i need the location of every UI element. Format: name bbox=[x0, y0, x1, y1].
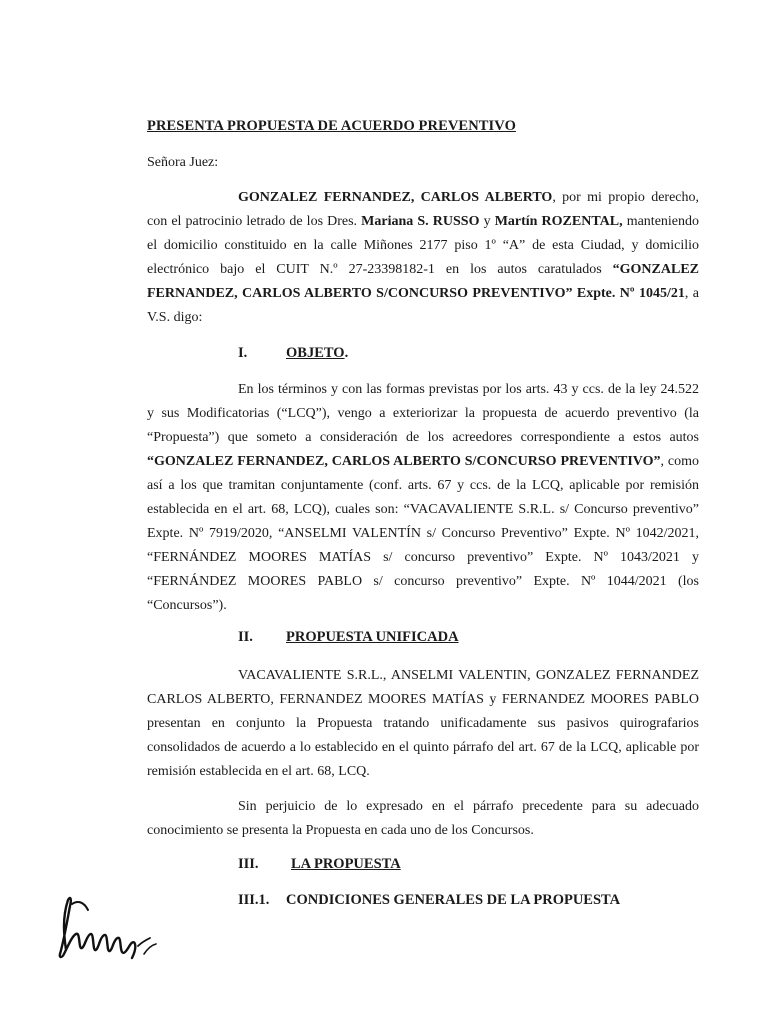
lawyer-name: Martín ROZENTAL, bbox=[494, 214, 623, 229]
salutation: Señora Juez: bbox=[147, 155, 219, 170]
lawyer-name: Mariana S. RUSSO bbox=[361, 214, 480, 229]
unificada-paragraph: VACAVALIENTE S.R.L., ANSELMI VALENTIN, GONZALEZ FERNANDEZ CARLOS ALBERTO, FERNANDEZ MOORES MATÍAS y FERNANDEZ MOORES PABLO presentan en conjunto la Propuesta tratando unificadamente sus pasivos quirografarios consolidados de acuerdo a lo establecido en el quinto párrafo del art. 67 de la LCQ, aplicable por remisión establecida en el art. 68, LCQ. bbox=[147, 668, 699, 779]
handwritten-signature bbox=[52, 888, 164, 966]
section-heading-objeto: I. OBJETO. bbox=[238, 345, 349, 361]
objeto-paragraph: En los términos y con las formas previstas por los arts. 43 y ccs. de la ley 24.522 y sus Modificatorias (“LCQ”), vengo a exteriorizar la propuesta de acuerdo preventivo (la “Propuesta”) que someto a consideración de los acreedores correspondiente a estos autos “GONZALEZ FERNANDEZ, CARLOS ALBERTO S/CONCURSO PREVENTIVO”, como así a los que tramitan conjuntamente (conf. arts. 67 y ccs. de la LCQ, aplicable por remisión establecida en el art. 68, LCQ), cuales son: “VACAVALIENTE S.R.L. s/ Concurso preventivo” Expte. Nº 7919/2020, “ANSELMI VALENTÍN s/ Concurso Preventivo” Expte. Nº 1042/2021, “FERNÁNDEZ MOORES MATÍAS s/ concurso preventivo” Expte. Nº 1043/2021 y “FERNÁNDEZ MOORES PABLO s/ concurso preventivo” Expte. Nº 1044/2021 (los “Concursos”). bbox=[147, 382, 699, 613]
document-title: PRESENTA PROPUESTA DE ACUERDO PREVENTIVO bbox=[147, 118, 516, 134]
unificada-paragraph-2: Sin perjuicio de lo expresado en el párrafo precedente para su adecuado conocimiento se presenta la Propuesta en cada uno de los Concursos. bbox=[147, 799, 699, 838]
subsection-heading-condiciones-generales: III.1. CONDICIONES GENERALES DE LA PROPUESTA bbox=[238, 892, 621, 908]
case-caption: “GONZALEZ FERNANDEZ, CARLOS ALBERTO S/CONCURSO PREVENTIVO” bbox=[147, 454, 661, 469]
case-caption: “GONZALEZ FERNANDEZ, CARLOS ALBERTO S/CONCURSO PREVENTIVO” Expte. Nº 1045/21 bbox=[147, 262, 699, 301]
petitioner-name: GONZALEZ FERNANDEZ, CARLOS ALBERTO bbox=[238, 190, 553, 205]
intro-paragraph: GONZALEZ FERNANDEZ, CARLOS ALBERTO, por mi propio derecho, con el patrocinio letrado de los Dres. Mariana S. RUSSO y Martín ROZENTAL, manteniendo el domicilio constituido en la calle Miñones 2177 piso 1º “A” de esta Ciudad, y domicilio electrónico bajo el CUIT N.º 27-23398182-1 en los autos caratulados “GONZALEZ FERNANDEZ, CARLOS ALBERTO S/CONCURSO PREVENTIVO” Expte. Nº 1045/21, a V.S. digo: bbox=[147, 190, 700, 325]
section-heading-la-propuesta: III. LA PROPUESTA bbox=[238, 856, 401, 872]
section-heading-propuesta-unificada: II. PROPUESTA UNIFICADA bbox=[238, 629, 459, 645]
